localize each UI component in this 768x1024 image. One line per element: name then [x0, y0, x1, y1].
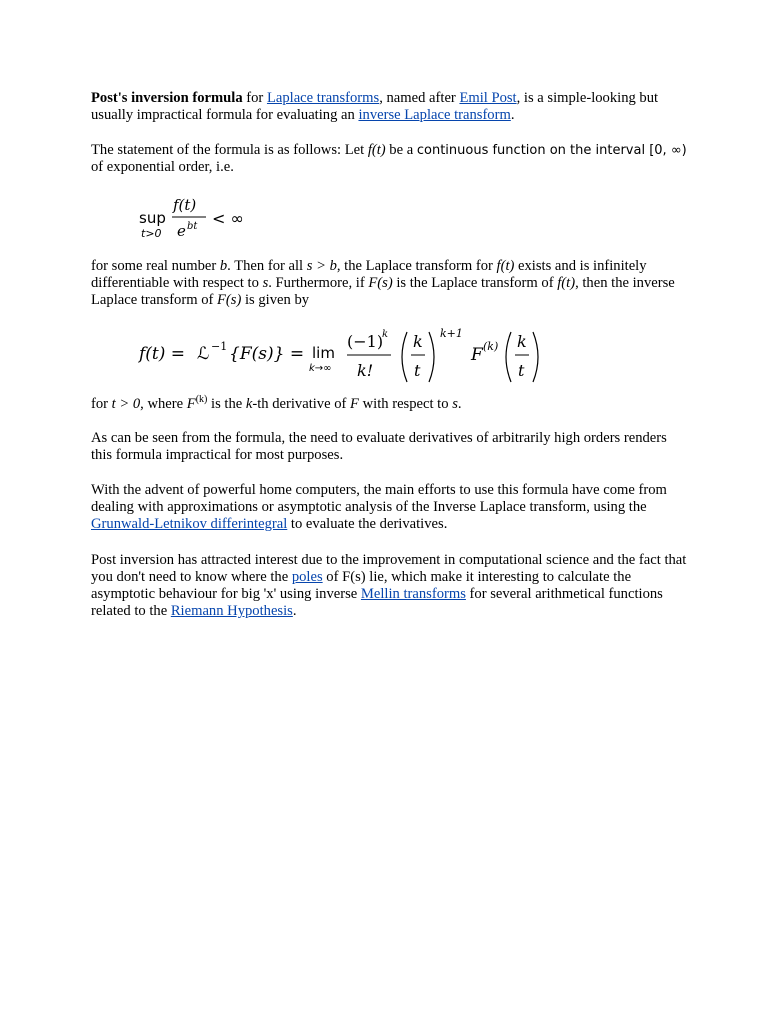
text: to evaluate the derivatives. [287, 516, 448, 532]
math-F: F [350, 396, 359, 412]
fraction-numerator: f(t) [173, 196, 197, 214]
formula-exponential-order [91, 190, 291, 245]
paragraph-interest [91, 552, 691, 620]
inner-fraction-denominator-2: t [518, 361, 525, 380]
math-k: k [245, 396, 253, 412]
formula-2-svg [91, 325, 561, 385]
left-paren-2 [506, 332, 511, 382]
math-F-order: (k) [195, 394, 208, 405]
laplace-operator: ℒ [197, 344, 210, 364]
paragraph-intro [91, 90, 691, 124]
limit-label: lim [312, 344, 335, 362]
text: with respect to [358, 396, 453, 412]
text: Post inversion has attracted interest due to the improvement in computational science and the fact that you don't need to know where the [91, 552, 687, 585]
text: . [292, 603, 297, 619]
formula-post-inversion [91, 325, 561, 390]
numerator-exponent: k [382, 329, 389, 340]
math-t-gt-0: t > 0 [111, 396, 141, 412]
math-b: b [219, 258, 228, 274]
text: , the Laplace transform for [336, 258, 497, 274]
text: of F(s) lie, which make it interesting to calculate the asymptotic behaviour for big 'x' using inverse [91, 569, 632, 602]
right-paren-1 [429, 332, 434, 382]
text: for some real number [91, 258, 220, 274]
paragraph-statement [91, 142, 691, 176]
text: With the advent of powerful home computers, the main efforts to use this formula have come from dealing with approximations or asymptotic analysis of the Inverse Laplace transform, using the [91, 482, 667, 515]
right-paren-2 [533, 332, 538, 382]
less-than-infinity: < ∞ [212, 209, 244, 228]
inner-fraction-denominator: t [414, 361, 421, 380]
laplace-inverse-exponent: −1 [211, 340, 228, 353]
formula-lhs: f(t) = [139, 344, 186, 364]
left-paren-1 [402, 332, 407, 382]
text: -th derivative of [252, 396, 351, 412]
term-bold: Post's inversion formula [91, 90, 243, 106]
math-F: F [186, 396, 196, 412]
formula-1-svg [91, 190, 291, 240]
power-exponent: k+1 [440, 327, 463, 340]
math-Fs: F(s) [217, 292, 242, 308]
text: for [91, 396, 112, 412]
text: exists and is infinitely differentiable with respect to [91, 258, 647, 291]
derivative-order: (k) [483, 340, 499, 353]
link-riemann-hypothesis[interactable]: Riemann Hypothesis [170, 603, 293, 619]
text: be a [385, 142, 417, 158]
denominator-base: e [177, 222, 186, 240]
text: is given by [241, 292, 310, 308]
laplace-argument: {F(s)} = [229, 344, 305, 364]
math-s-gt-b: s > b [306, 258, 337, 274]
text: The statement of the formula is as follows: Let [91, 142, 368, 158]
text: , named after [379, 90, 460, 106]
text: for several arithmetical functions related to the [91, 586, 663, 619]
paragraph-computers [91, 482, 691, 533]
text-continuous: continuous function on the interval [0, ∞) [416, 143, 687, 158]
text: for [242, 90, 267, 106]
sup-label: sup [139, 209, 166, 227]
paragraph-derivative-note [91, 396, 691, 413]
text: . [510, 107, 515, 123]
link-emil-post[interactable]: Emil Post [459, 90, 517, 106]
link-grunwald-letnikov[interactable]: Grunwald-Letnikov differintegral [91, 516, 288, 532]
denominator-exponent: bt [187, 221, 198, 232]
text: , where [140, 396, 187, 412]
link-inverse-laplace-transform[interactable]: inverse Laplace transform [358, 107, 511, 123]
math-ft: f(t) [367, 142, 386, 158]
text: . [457, 396, 462, 412]
text: . Furthermore, if [268, 275, 369, 291]
math-ft: f(t) [557, 275, 576, 291]
limit-subscript: k→∞ [309, 363, 332, 374]
derivative-F: F [471, 345, 483, 365]
text: , then the inverse Laplace transform of [91, 275, 675, 308]
link-mellin-transforms[interactable]: Mellin transforms [360, 586, 466, 602]
math-s: s [262, 275, 269, 291]
fraction-denominator: k! [357, 361, 374, 380]
text: is the Laplace transform of [392, 275, 558, 291]
link-laplace-transforms[interactable]: Laplace transforms [266, 90, 380, 106]
link-poles[interactable]: poles [291, 569, 323, 585]
inner-fraction-numerator: k [413, 332, 423, 351]
text: , is a simple-looking but usually impractical formula for evaluating an [91, 90, 659, 123]
math-s: s [452, 396, 458, 412]
text: . Then for all [227, 258, 307, 274]
text: of exponential order, i.e. [91, 159, 234, 175]
fraction-numerator: (−1) [347, 332, 384, 351]
math-ft: f(t) [496, 258, 515, 274]
math-Fs: F(s) [368, 275, 393, 291]
inner-fraction-numerator-2: k [517, 332, 527, 351]
paragraph-conditions [91, 258, 691, 309]
text: is the [207, 396, 246, 412]
sup-subscript: t>0 [141, 227, 162, 240]
paragraph-impractical: As can be seen from the formula, the need to evaluate derivatives of arbitrarily high orders renders this formula impractical for most purposes. [91, 430, 667, 463]
